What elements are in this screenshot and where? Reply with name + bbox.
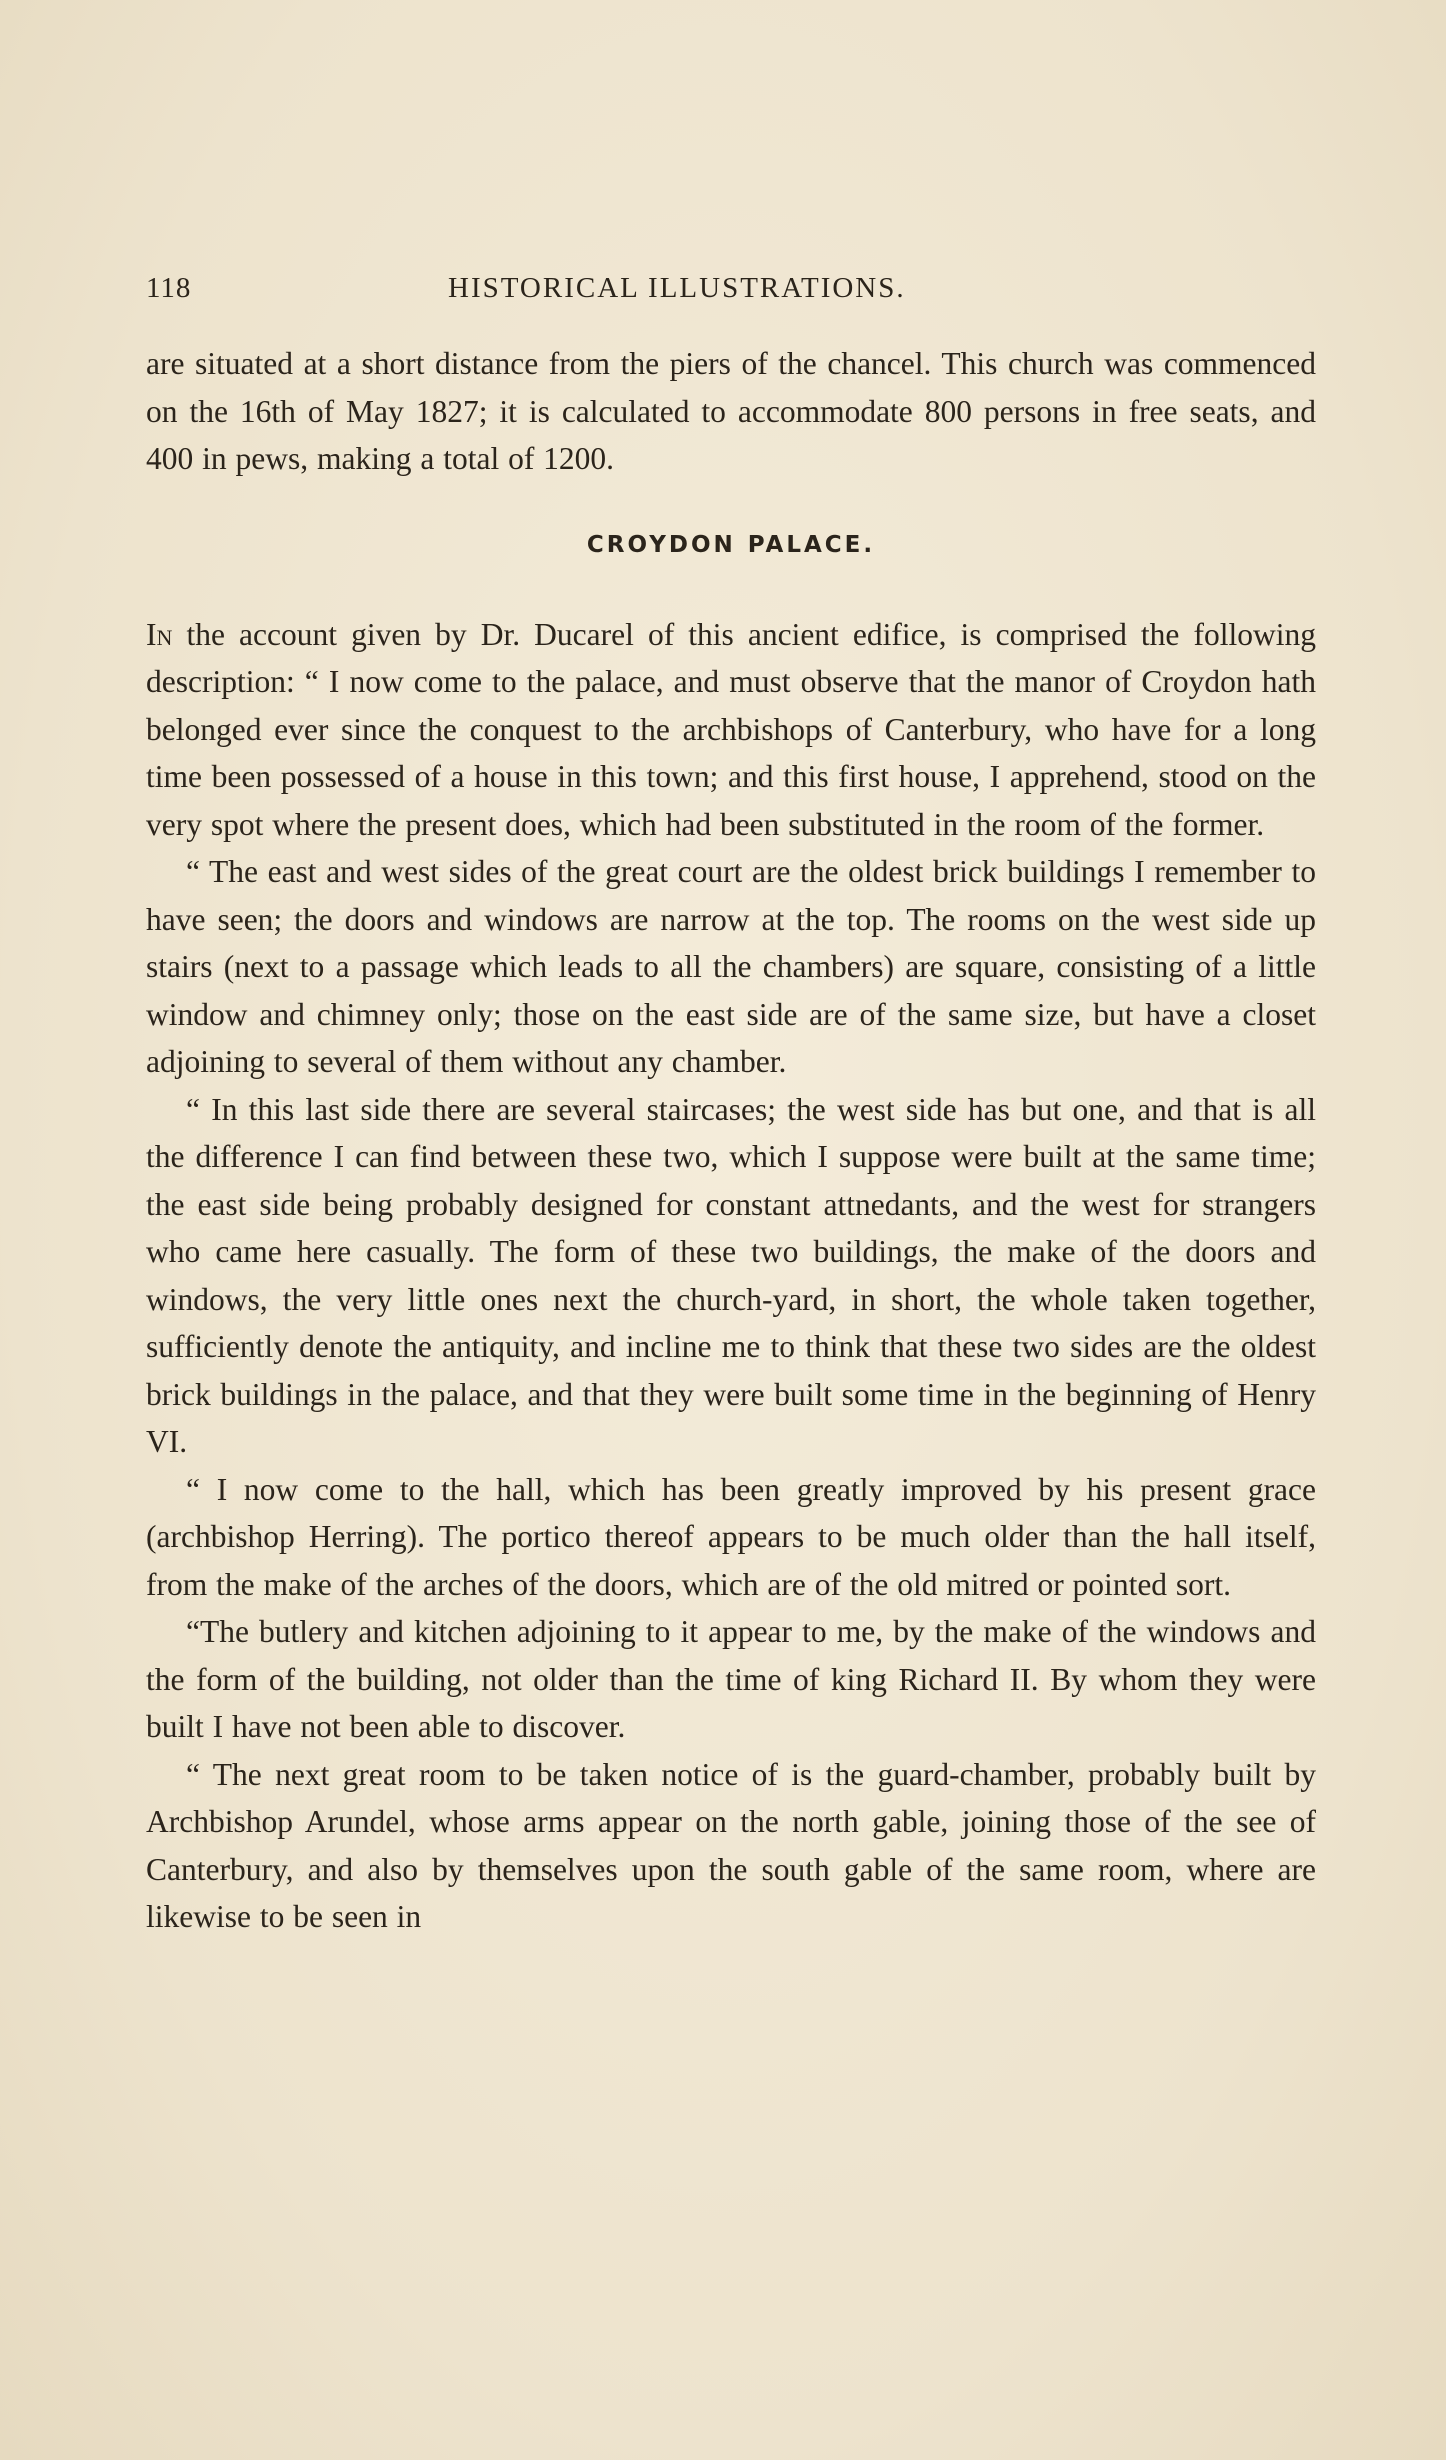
paragraph-1	[146, 611, 1316, 849]
running-head	[146, 272, 1316, 312]
paragraph-1-lead: In	[146, 616, 173, 652]
paragraph-3: “ In this last side there are several staircases; the west side has but one, and that is all the difference I can find between these two, which I suppose were built at the same time; the east side being probably designed for constant attnedants, and the west for strangers who came here casually. The form of these two buildings, the make of the doors and windows, the very little ones next the church-yard, in short, the whole taken together, sufficiently denote the antiquity, and incline me to think that these two sides are the oldest brick buildings in the palace, and that they were built some time in the beginning of Henry VI.	[146, 1091, 1316, 1459]
paragraph-intro: are situated at a short distance from the piers of the chancel. This church was commenced on the 16th of May 1827; it is calculated to accommodate 800 persons in free seats, and 400 in pews, making a total of 1200.	[146, 346, 1316, 476]
section-heading: CROYDON PALACE.	[586, 531, 876, 558]
paragraph-1-text: the account given by Dr. Ducarel of this ancient edifice, is comprised the following description: “ I now come to the palace, and must observe that the manor of Croydon hath belonged ever since the conquest to the archbishops of Canterbury, who have for a long time been possessed of a house in this town; and this first house, I apprehend, stood on the very spot where the present does, which had been substituted in the room of the former.	[146, 616, 1316, 842]
paragraph-4: “ I now come to the hall, which has been greatly improved by his present grace (archbishop Herring). The portico thereof appears to be much older than the hall itself, from the make of the arches of the doors, which are of the old mitred or pointed sort.	[146, 1471, 1316, 1602]
paragraph-5: “The butlery and kitchen adjoining to it appear to me, by the make of the windows and the form of the building, not older than the time of king Richard II. By whom they were built I have not been able to discover.	[146, 1614, 1316, 1744]
body-text	[146, 340, 1316, 1941]
paragraph-2: “ The east and west sides of the great court are the oldest brick buildings I remember to have seen; the doors and windows are narrow at the top. The rooms on the west side up stairs (next to a passage which leads to all the chambers) are square, consisting of a little window and chimney only; those on the east side are of the same size, but have a closet adjoining to several of them without any chamber.	[146, 854, 1316, 1079]
page-number: 118	[146, 272, 192, 304]
running-title: HISTORICAL ILLUSTRATIONS.	[448, 272, 906, 304]
paragraph-6: “ The next great room to be taken notice of is the guard-chamber, probably built by Archbishop Arundel, whose arms appear on the north gable, joining those of the see of Canterbury, and also by themselves upon the south gable of the same room, where are likewise to be seen in	[146, 1756, 1316, 1934]
